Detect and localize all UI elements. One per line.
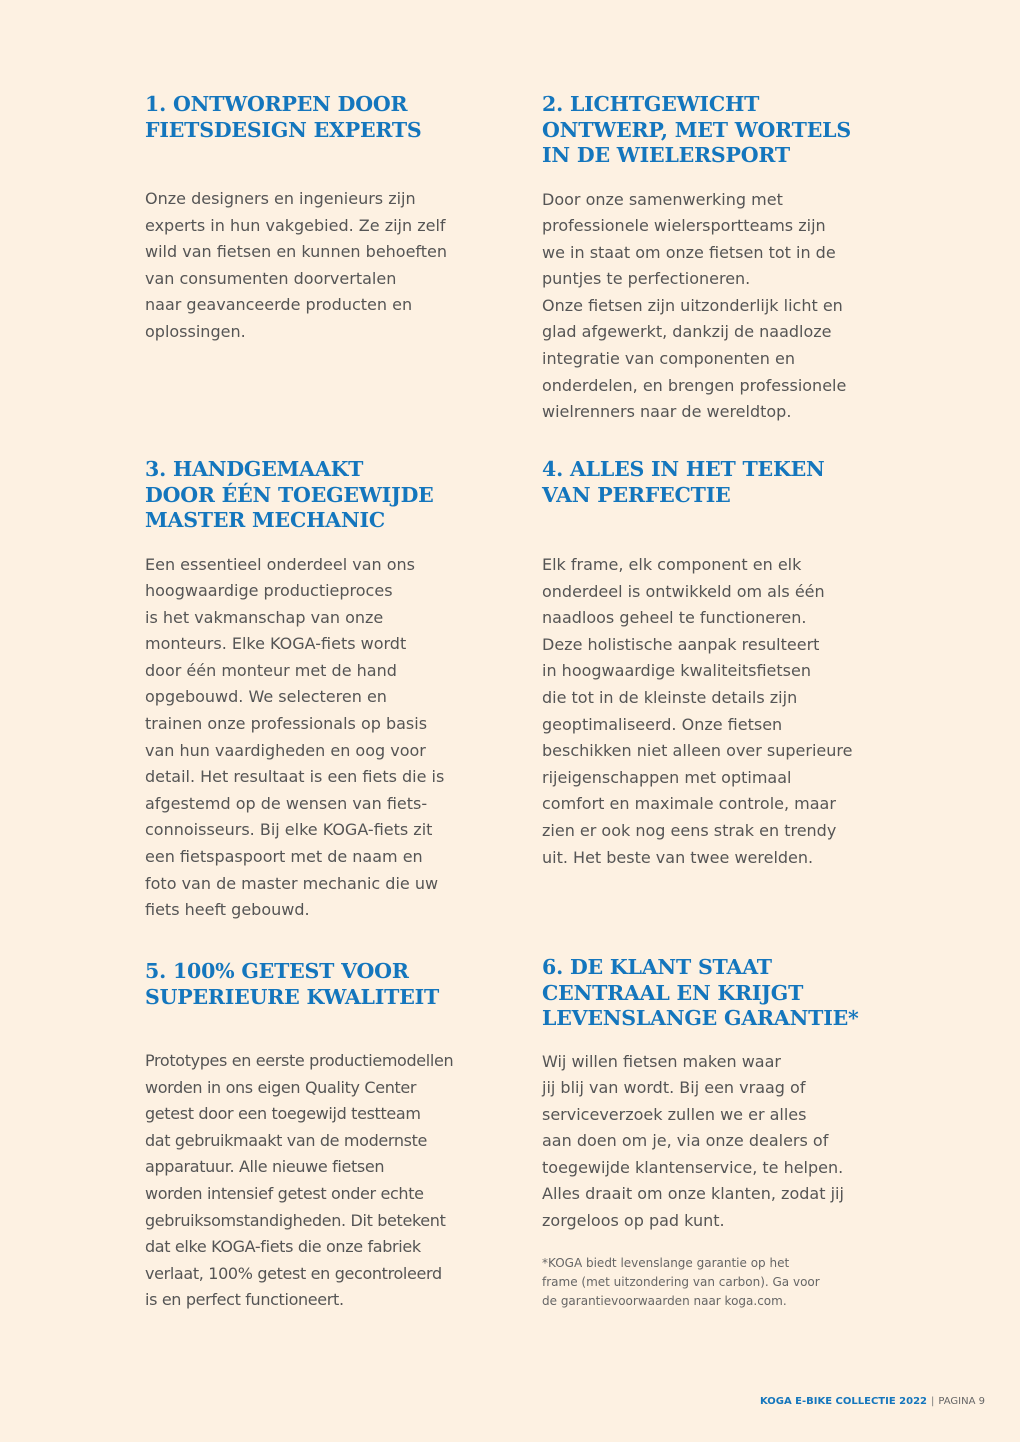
section-4-heading: 4. ALLES IN HET TEKEN VAN PERFECTIE bbox=[542, 457, 825, 507]
warranty-footnote: *KOGA biedt levenslange garantie op het frame (met uitzondering van carbon). Ga voor de garantievoorwaarden naar koga.com. bbox=[542, 1256, 820, 1308]
section-5-heading: 5. 100% GETEST VOOR SUPERIEURE KWALITEIT bbox=[145, 959, 440, 1009]
section-3-heading: 3. HANDGEMAAKT DOOR ÉÉN TOEGEWIJDE MASTER MECHANIC bbox=[145, 457, 434, 532]
section-3-text: Een essentieel onderdeel van ons hoogwaardige productieproces is het vakmanschap van onze monteurs. Elke KOGA-fiets wordt door één monteur met de hand opgebouwd. We selecteren en trainen onze professionals op basis van hun vaardigheden en oog voor detail. Het resultaat is een fiets die is afgestemd op de wensen van fiets- connoisseurs. Bij elke KOGA-fiets zit een fietspaspoort met de naam en foto van de master mechanic die uw fiets heeft gebouwd. bbox=[145, 554, 445, 920]
section-2-heading: 2. LICHTGEWICHT ONTWERP, MET WORTELS IN DE WIELERSPORT bbox=[542, 92, 851, 167]
section-6-heading: 6. DE KLANT STAAT CENTRAAL EN KRIJGT LEVENSLANGE GARANTIE* bbox=[542, 955, 859, 1030]
section-3 bbox=[145, 457, 475, 924]
section-4 bbox=[542, 457, 872, 871]
section-1-heading: 1. ONTWORPEN DOOR FIETSDESIGN EXPERTS bbox=[145, 92, 422, 142]
section-1 bbox=[145, 92, 475, 346]
page-number: PAGINA 9 bbox=[938, 1396, 985, 1407]
footer-brand: KOGA E-BIKE COLLECTIE 2022 bbox=[759, 1396, 927, 1407]
section-2-text: Door onze samenwerking met professionele wielersportteams zijn we in staat om onze fietsen tot in de puntjes te perfectioneren. Onze fietsen zijn uitzonderlijk licht en glad afgewerkt, dankzij de naadloze integratie van componenten en onderdelen, en brengen professionele wielrenners naar de wereldtop. bbox=[542, 189, 847, 422]
page-footer bbox=[760, 1396, 985, 1407]
section-5 bbox=[145, 959, 475, 1314]
section-2 bbox=[542, 92, 872, 426]
section-1-text: Onze designers en ingenieurs zijn experts in hun vakgebied. Ze zijn zelf wild van fietsen en kunnen behoeften van consumenten doorvertalen naar geavanceerde producten en oplossingen. bbox=[145, 189, 448, 341]
section-6 bbox=[542, 955, 872, 1235]
section-4-text: Elk frame, elk component en elk onderdeel is ontwikkeld om als één naadloos geheel te functioneren. Deze holistische aanpak resulteert in hoogwaardige kwaliteitsfietsen die tot in de kleinste details zijn geoptimaliseerd. Onze fietsen beschikken niet alleen over superieure rijeigenschappen met optimaal comfort en maximale controle, maar zien er ook nog eens strak en trendy uit. Het beste van twee werelden. bbox=[542, 555, 853, 867]
section-5-text: Prototypes en eerste productiemodellen worden in ons eigen Quality Center getest door een toegewijd testteam dat gebruikmaakt van de modernste apparatuur. Alle nieuwe fietsen worden intensief getest onder echte gebruiksomstandigheden. Dit betekent dat elke KOGA-fiets die onze fabriek verlaat, 100% getest en gecontroleerd is en perfect functioneert. bbox=[145, 1051, 454, 1310]
footer-separator: | bbox=[931, 1396, 935, 1407]
section-6-text: Wij willen fietsen maken waar jij blij van wordt. Bij een vraag of serviceverzoek zullen we er alles aan doen om je, via onze dealers of toegewijde klantenservice, te helpen. Alles draait om onze klanten, zodat jij zorgeloos op pad kunt. bbox=[542, 1051, 844, 1231]
